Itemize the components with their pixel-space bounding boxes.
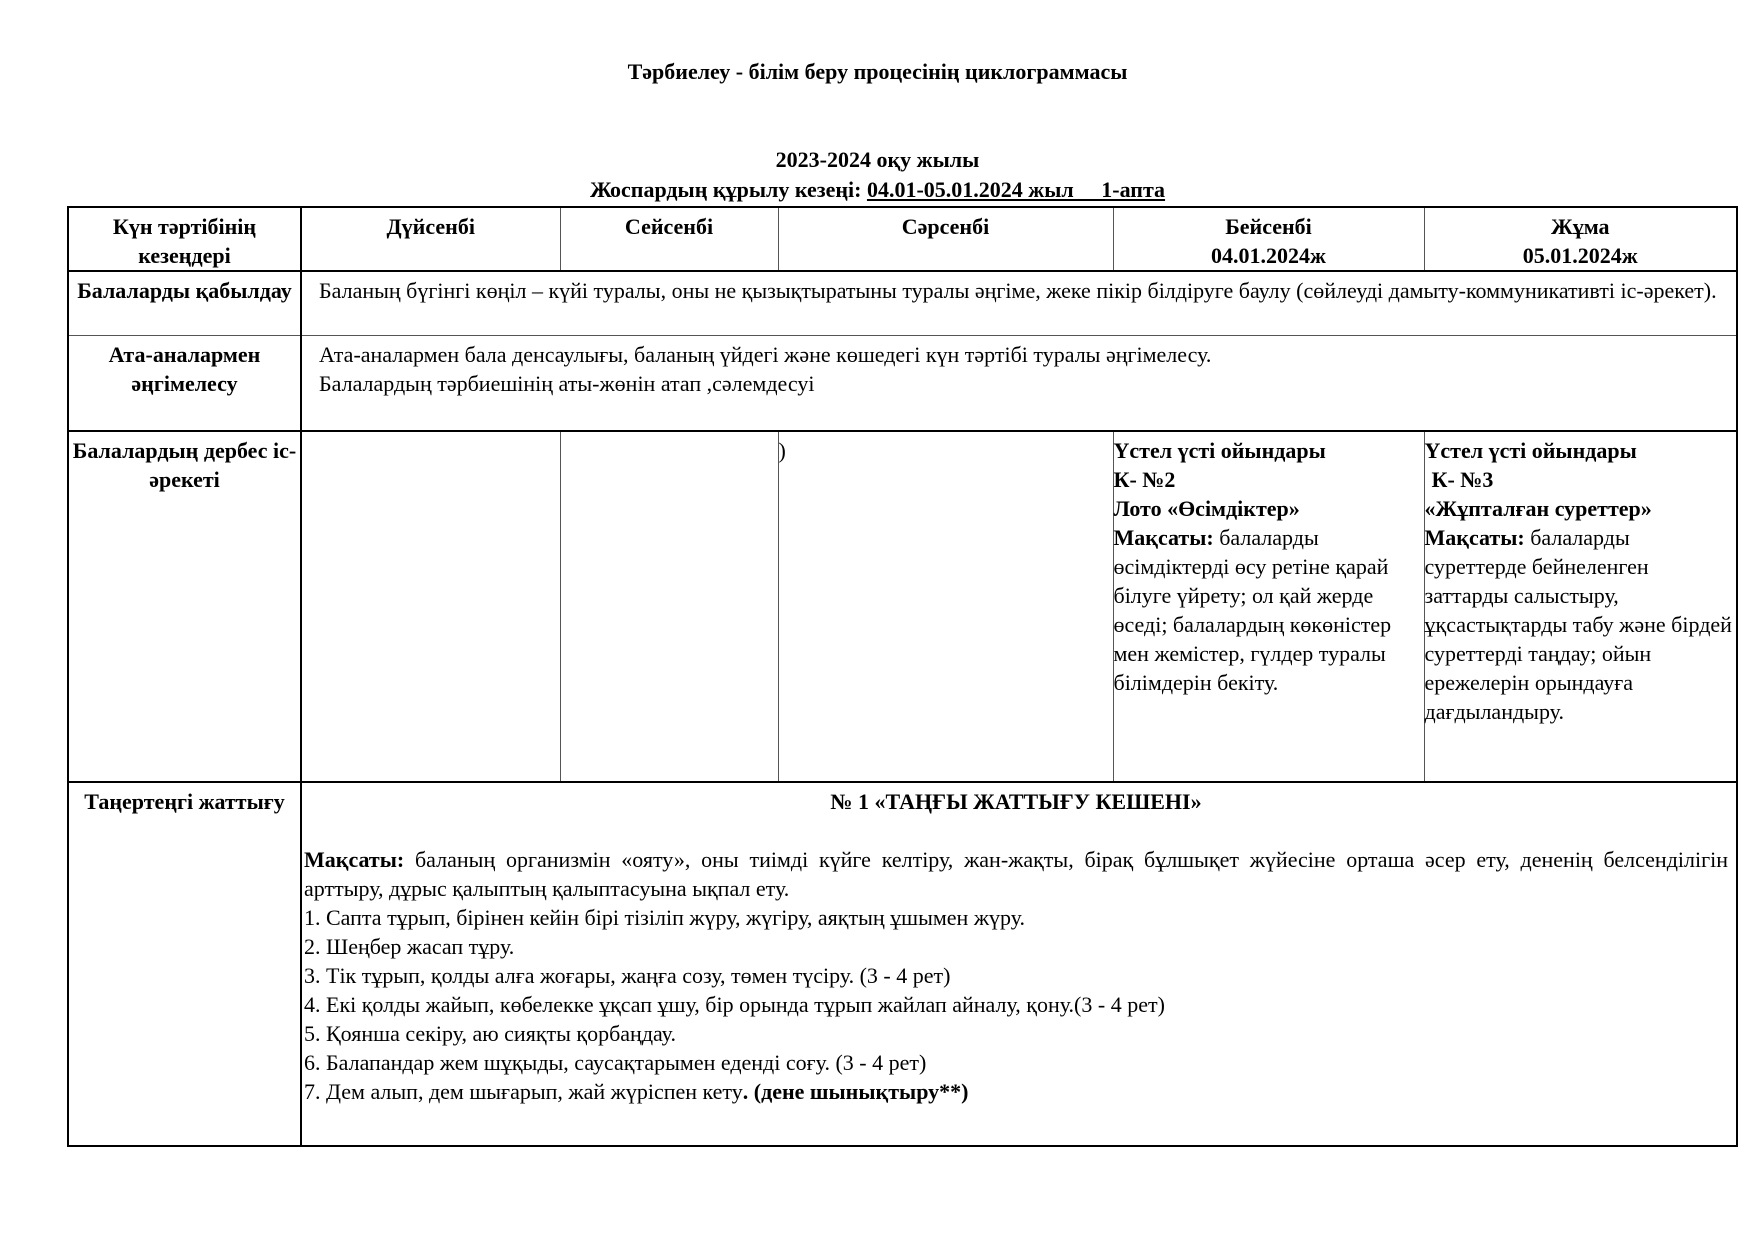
exercise-step: 1. Сапта тұрып, бірінен кейін бірі тізіліп жүру, жүгіру, аяқтың ұшымен жүру.	[304, 905, 1026, 930]
parents-text	[301, 335, 1737, 431]
friday-name: Жұма	[1550, 214, 1610, 239]
morning-label: Таңертеңгі жаттығу	[68, 782, 301, 1146]
step7-text: 7. Дем алып, дем шығарып, жай жүріспен кету	[304, 1079, 743, 1104]
activity-label: Балалардың дербес іс-әрекеті	[68, 431, 301, 782]
thursday-goal	[1114, 523, 1424, 697]
exercise-step: 3. Тік тұрып, қолды алға жоғары, жаңға созу, төмен түсіру. (3 - 4 рет)	[304, 963, 951, 988]
header-tuesday: Сейсенбі	[560, 207, 778, 271]
activity-tuesday	[560, 431, 778, 782]
reception-text: Баланың бүгінгі көңіл – күйі туралы, оны не қызықтыратыны туралы әңгіме, жеке пікір білдіруге баулу (сөйлеуді дамыту-коммуникативті іс-әрекет).	[301, 271, 1737, 335]
thursday-card-number: К- №2	[1113, 467, 1176, 492]
parents-label: Ата-аналармен әңгімелесу	[68, 335, 301, 431]
parents-line-2: Балалардың тәрбиешінің аты-жөнін атап ,сәлемдесуі	[319, 370, 815, 396]
activity-wednesday: )	[778, 431, 1113, 782]
friday-card-number: К- №3	[1431, 467, 1494, 492]
activity-row	[68, 431, 1737, 782]
period-value: 04.01-05.01.2024 жыл 1-апта	[866, 177, 1166, 202]
header-schedule-stages: Күн тәртібінің кезеңдері	[68, 207, 301, 271]
exercise-step: 5. Қоянша секіру, аю сияқты қорбаңдау.	[304, 1021, 676, 1046]
friday-goal-label: Мақсаты:	[1424, 525, 1525, 550]
morning-goal-label: Мақсаты:	[304, 847, 405, 872]
period-label: Жоспардың құрылу кезеңі	[589, 177, 855, 202]
morning-content	[301, 782, 1737, 1146]
thursday-goal-text: балаларды өсімдіктерді өсу ретіне қарай білуге үйрету; ол қай жерде өседі; балалардың көкөністер мен жемістер, гүлдер туралы білімдерін бекіту.	[1113, 525, 1392, 695]
reception-row	[68, 271, 1737, 335]
friday-goal	[1425, 523, 1737, 726]
document-title: Тәрбиелеу - білім беру процесінің циклограммасы	[627, 59, 1128, 84]
morning-goal	[304, 845, 1728, 903]
header-row	[68, 207, 1737, 271]
morning-goal-text: баланың организмін «ояту», оны тиімді күйге келтіру, жан-жақты, бірақ бұлшықет жүйесіне орташа әсер ету, дененің белсенділігін арттыру, дұрыс қалыптың қалыптасуына ықпал ету.	[304, 847, 1728, 901]
parents-line-1: Ата-аналармен бала денсаулығы, баланың үйдегі және көшедегі күн тәртібі туралы әңгімелесу.	[319, 341, 1212, 367]
header-monday: Дүйсенбі	[301, 207, 560, 271]
exercise-step: 6. Балапандар жем шұқыды, саусақтарымен еденді соғу. (3 - 4 рет)	[304, 1050, 927, 1075]
activity-monday	[301, 431, 560, 782]
friday-game-name: «Жұпталған суреттер»	[1424, 496, 1652, 521]
parents-row	[68, 335, 1737, 431]
header-thursday	[1113, 207, 1424, 271]
activity-thursday	[1113, 431, 1424, 782]
step7-note: . (дене шынықтыру**)	[742, 1079, 969, 1104]
exercise-step	[304, 1077, 1728, 1106]
header-friday	[1424, 207, 1737, 271]
morning-exercise-row	[68, 782, 1737, 1146]
school-year: 2023-2024 оқу жылы	[775, 147, 980, 172]
exercise-step: 2. Шеңбер жасап тұру.	[304, 934, 515, 959]
friday-goal-text: балаларды суреттерде бейнеленген заттарды салыстыру, ұқсастықтарды табу және бірдей суреттерді таңдау; ойын ережелерін орындауға дағдыландыру.	[1424, 525, 1732, 724]
thursday-goal-label: Мақсаты:	[1113, 525, 1214, 550]
morning-heading: № 1 «ТАҢҒЫ ЖАТТЫҒУ КЕШЕНІ»	[830, 789, 1202, 814]
plan-period: Жоспардың құрылу кезеңі: 04.01-05.01.2024 жыл 1-апта	[589, 177, 1166, 202]
exercise-step: 4. Екі қолды жайып, көбелекке ұқсап ұшу, бір орында тұрып жайлап айналу, қону.(3 - 4 рет)	[304, 992, 1165, 1017]
friday-game-title: Үстел үсті ойындары	[1424, 438, 1637, 463]
header-wednesday: Сәрсенбі	[778, 207, 1113, 271]
reception-label: Балаларды қабылдау	[68, 271, 301, 335]
cyclogram-table	[67, 206, 1738, 1147]
thursday-game-title: Үстел үсті ойындары	[1113, 438, 1326, 463]
thursday-date: 04.01.2024ж	[1211, 243, 1326, 268]
thursday-game-name: Лото «Өсімдіктер»	[1113, 496, 1300, 521]
activity-friday	[1424, 431, 1737, 782]
friday-date: 05.01.2024ж	[1522, 243, 1638, 268]
thursday-name: Бейсенбі	[1225, 214, 1312, 239]
